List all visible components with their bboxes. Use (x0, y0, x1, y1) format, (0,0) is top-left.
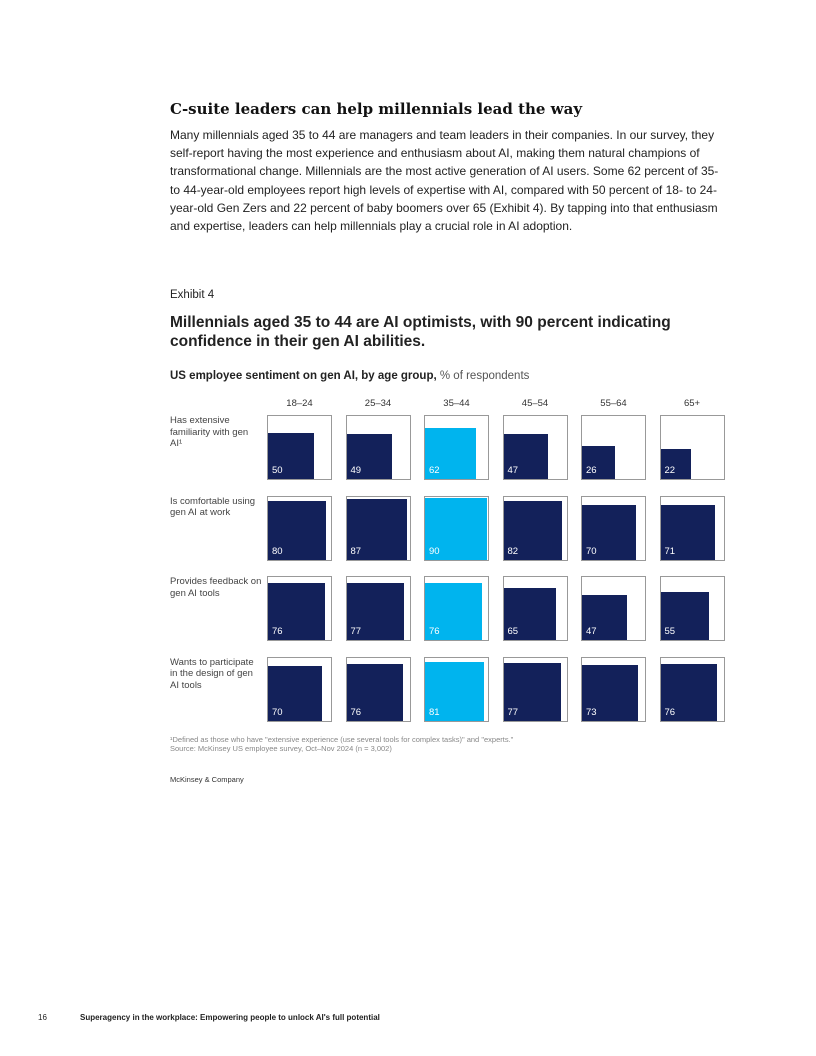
cell-box (267, 576, 332, 641)
value-label: 76 (429, 626, 440, 637)
value-label: 62 (429, 465, 440, 476)
row-label: Wants to participate in the design of gen AI tools (170, 656, 254, 691)
cell-box (581, 496, 646, 561)
value-label: 76 (664, 706, 676, 718)
cell-box (267, 657, 332, 722)
value-label: 80 (272, 545, 283, 557)
subtitle-bold: US employee sentiment on gen AI, by age group, (170, 370, 437, 382)
value-label: 22 (664, 465, 676, 476)
value-label: 71 (664, 545, 676, 557)
value-label: 82 (507, 545, 519, 557)
value-label: 55 (664, 626, 676, 637)
column-header: 35–44 (443, 398, 470, 409)
cell-box (660, 496, 725, 561)
value-label: 77 (350, 626, 362, 637)
footnotes (170, 735, 513, 753)
column-header: 18–24 (286, 398, 313, 409)
brand: McKinsey & Company (170, 775, 244, 784)
cell-box (581, 657, 646, 722)
column-header: 55–64 (600, 398, 627, 409)
source: Source: McKinsey US employee survey, Oct–Nov 2024 (n = 3,002) (170, 744, 392, 753)
cell-box (581, 576, 646, 641)
row-label: Has extensive familiarity with gen AI¹ (170, 415, 249, 449)
cell-box (424, 657, 489, 722)
value-label: 70 (586, 545, 597, 557)
footnote: ¹Defined as those who have "extensive experience (use several tools for complex tasks)" and "experts." (170, 735, 514, 744)
cell-box (503, 576, 568, 641)
cell-box (346, 415, 411, 480)
value-label: 77 (507, 706, 519, 718)
cell-box (660, 415, 725, 480)
body-paragraph: Many millennials aged 35 to 44 are managers and team leaders in their companies. In our survey, they self-report having the most experience and enthusiasm about AI, making them natural champions of transformational change. Millennials are the most active generation of AI users. Some 62 percent of 35- to 44-year-old employees report high levels of expertise with AI, compared with 50 percent of 18- to 24-year-old Gen Zers and 22 percent of baby boomers over 65 (Exhibit 4). By tapping into that enthusiasm and expertise, leaders can help millennials play a crucial role in AI adoption. (170, 128, 719, 234)
row-label: Is comfortable using gen AI at work (170, 495, 256, 518)
column-header: 25–34 (364, 398, 392, 409)
value-label: 47 (507, 465, 519, 476)
cell-box (503, 496, 568, 561)
value-label: 76 (350, 706, 362, 718)
value-label: 87 (350, 545, 362, 557)
column-header: 45–54 (521, 398, 549, 409)
cell-box (581, 415, 646, 480)
cell-box (267, 415, 332, 480)
value-label: 50 (272, 465, 283, 476)
cell-box (503, 657, 568, 722)
value-label: 65 (507, 626, 519, 637)
cell-box (660, 657, 725, 722)
footer-title: Superagency in the workplace: Empowering people to unlock AI's full potential (80, 1013, 380, 1022)
value-label: 73 (586, 706, 597, 718)
value-label: 70 (272, 706, 283, 718)
value-label: 90 (429, 545, 440, 557)
row-label: Provides feedback on gen AI tools (170, 576, 262, 599)
value-label: 49 (350, 465, 362, 476)
value-label: 26 (586, 465, 597, 476)
value-label: 47 (586, 626, 597, 637)
cell-box (424, 576, 489, 641)
cell-box (660, 576, 725, 641)
chart-subtitle (170, 370, 529, 382)
cell-box (424, 496, 489, 561)
page-number: 16 (38, 1013, 47, 1022)
cell-box (503, 415, 568, 480)
cell-box (346, 576, 411, 641)
cell-box (346, 657, 411, 722)
cell-box (346, 496, 411, 561)
value-label: 76 (272, 626, 283, 637)
exhibit-title: Millennials aged 35 to 44 are AI optimists, with 90 percent indicating confidence in their gen AI abilities. (170, 314, 671, 350)
exhibit-label: Exhibit 4 (170, 289, 215, 301)
subtitle-unit: % of respondents (436, 370, 530, 382)
section-heading: C-suite leaders can help millennials lead the way (170, 100, 583, 118)
value-label: 81 (429, 706, 440, 718)
cell-box (424, 415, 489, 480)
cell-box (267, 496, 332, 561)
column-header: 65+ (683, 398, 701, 409)
